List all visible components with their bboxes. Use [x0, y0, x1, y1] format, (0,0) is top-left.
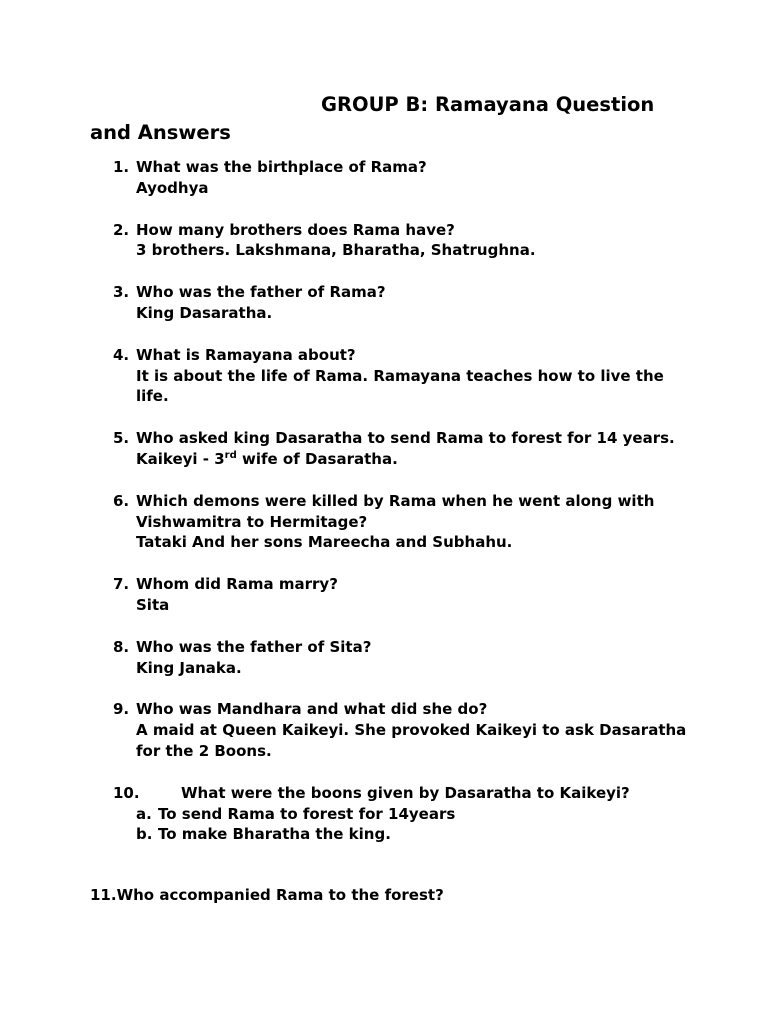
question-text: Who asked king Dasaratha to send Rama to forest for 14 years. [136, 429, 675, 448]
title-line-2: and Answers [90, 121, 231, 144]
question-text: What were the boons given by Dasaratha to Kaikeyi? [181, 783, 630, 802]
qa-item-10 [0, 783, 768, 845]
question-text: Who was Mandhara and what did she do? [136, 700, 488, 719]
item-number: 6. [113, 491, 130, 510]
qa-item-6 [0, 491, 768, 553]
question-text: Who was the father of Sita? [136, 637, 372, 656]
sub-item-letter: b. [136, 825, 153, 844]
sub-item-text: To make Bharatha the king. [158, 825, 391, 844]
item-number: 8. [113, 637, 130, 656]
answer-suffix: wife of Dasaratha. [236, 449, 398, 468]
answer-text: It is about the life of Rama. Ramayana teaches how to live the life. [136, 366, 664, 406]
item-number: 4. [113, 345, 130, 364]
question-list [0, 157, 768, 866]
qa-item-11: 11.Who accompanied Rama to the forest? [90, 886, 444, 904]
page-title [90, 91, 690, 147]
question-text: Whom did Rama marry? [136, 575, 338, 594]
qa-item-8 [0, 637, 768, 679]
item-number: 1. [113, 158, 130, 176]
item-number: 5. [113, 429, 130, 448]
answer-sub-item-a [136, 804, 696, 825]
answer-text: Tataki And her sons Mareecha and Subhahu. [136, 533, 513, 552]
item-number: 9. [113, 700, 130, 719]
qa-item-7 [0, 574, 768, 616]
item-number: 3. [113, 283, 130, 302]
answer-prefix: Kaikeyi - 3 [136, 449, 225, 468]
qa-item-2 [0, 220, 768, 262]
answer-text: King Janaka. [136, 658, 242, 677]
question-text: What was the birthplace of Rama? [136, 158, 427, 176]
qa-item-3 [0, 282, 768, 324]
question-text: What is Ramayana about? [136, 345, 356, 364]
question-text: Who was the father of Rama? [136, 283, 386, 302]
answer-text: Sita [136, 595, 170, 614]
sub-item-letter: a. [136, 804, 152, 823]
item-number: 2. [113, 220, 130, 239]
sub-item-text: To send Rama to forest for 14years [158, 804, 456, 823]
title-line-1: GROUP B: Ramayana Question [321, 93, 655, 116]
answer-text: Ayodhya [136, 178, 209, 197]
ordinal-superscript: rd [224, 449, 237, 461]
answer-text: King Dasaratha. [136, 303, 273, 322]
answer-text: 3 brothers. Lakshmana, Bharatha, Shatrughna. [136, 241, 536, 260]
answer-text: A maid at Queen Kaikeyi. She provoked Kaikeyi to ask Dasaratha for the 2 Boons. [136, 721, 687, 760]
question-text: How many brothers does Rama have? [136, 220, 455, 239]
answer-sub-item-b [136, 824, 696, 845]
item-number: 7. [113, 575, 130, 594]
qa-item-4 [0, 345, 768, 407]
qa-item-1 [0, 157, 768, 199]
item-number: 10. [113, 783, 140, 802]
qa-item-5 [0, 428, 768, 470]
qa-item-9 [0, 699, 768, 761]
question-text: Which demons were killed by Rama when he went along with Vishwamitra to Hermitage? [136, 491, 655, 531]
answer-text [136, 449, 696, 470]
